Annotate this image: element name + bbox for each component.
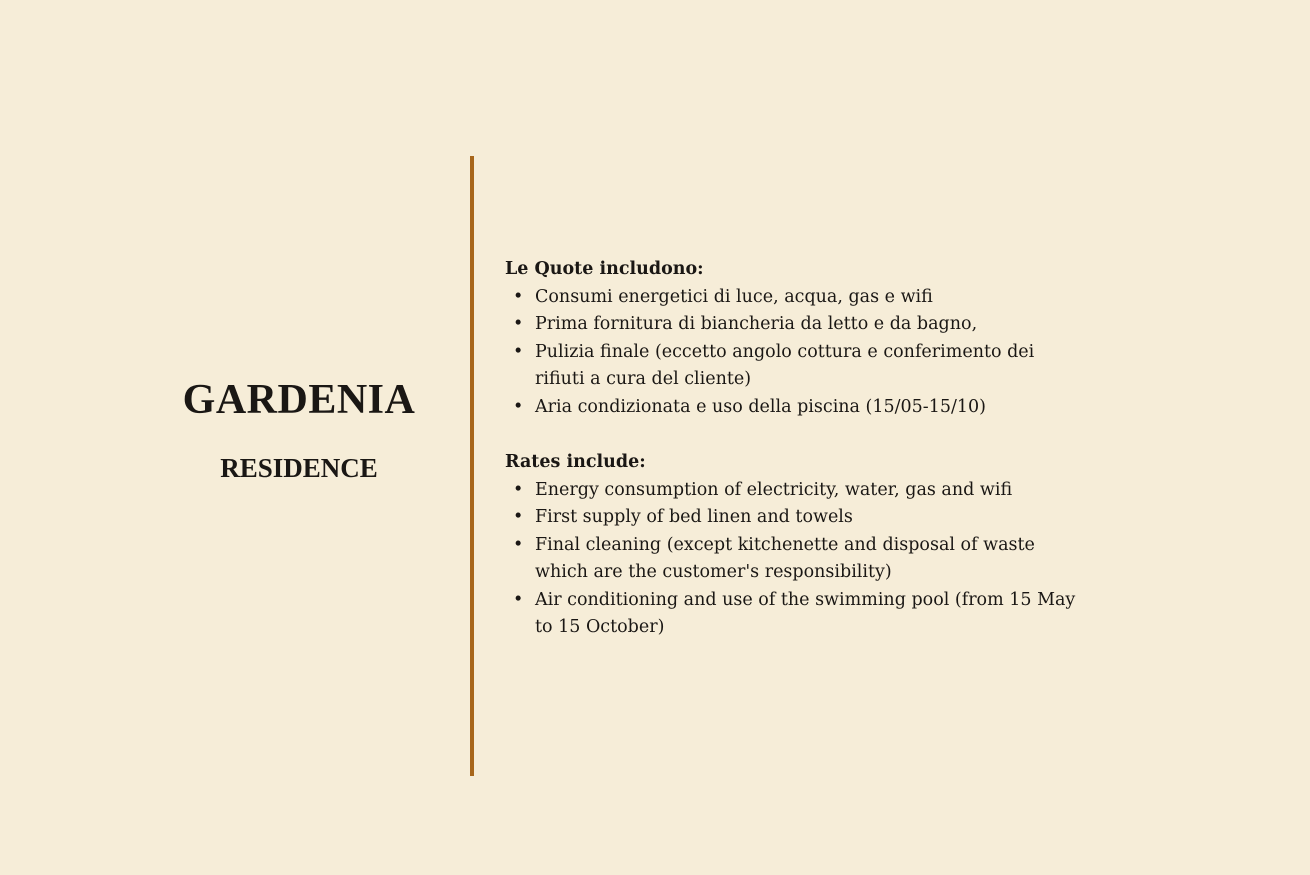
- list-item: [505, 311, 1085, 339]
- english-heading: Rates include:: [505, 452, 646, 472]
- italian-heading: Le Quote includono:: [505, 259, 704, 279]
- bullet-icon: •: [513, 534, 524, 555]
- brand-block: [150, 376, 448, 484]
- list-item: [505, 532, 1085, 587]
- bullet-icon: •: [513, 286, 524, 307]
- list-item: [505, 394, 1085, 422]
- bullet-icon: •: [513, 507, 524, 527]
- vertical-divider: [470, 156, 474, 776]
- bullet-icon: •: [513, 589, 524, 610]
- list-item-text: Energy consumption of electricity, water, gas and wifi: [535, 479, 1013, 500]
- bullet-icon: •: [513, 396, 524, 417]
- list-item-text: Final cleaning (except kitchenette and disposal of waste which are the customer's responsibility): [535, 534, 1035, 582]
- list-item: [505, 339, 1085, 394]
- list-item-text: Prima fornitura di biancheria da letto e da bagno,: [535, 314, 978, 334]
- brand-title: GARDENIA: [182, 377, 416, 423]
- list-item-text: First supply of bed linen and towels: [535, 507, 853, 527]
- list-item-text: Consumi energetici di luce, acqua, gas e wifi: [535, 286, 933, 307]
- italian-list: [505, 284, 1085, 422]
- bullet-icon: •: [513, 479, 524, 500]
- list-item: [505, 477, 1085, 505]
- list-item-text: Aria condizionata e uso della piscina (15/05-15/10): [535, 396, 986, 417]
- section-spacer: [505, 421, 1085, 449]
- list-item-text: Pulizia finale (eccetto angolo cottura e conferimento dei rifiuti a cura del cliente): [535, 341, 1035, 389]
- bullet-icon: •: [513, 341, 524, 362]
- list-item-text: Air conditioning and use of the swimming pool (from 15 May to 15 October): [535, 589, 1076, 637]
- rates-content: [505, 256, 1085, 642]
- list-item: [505, 284, 1085, 312]
- english-list: [505, 477, 1085, 642]
- list-item: [505, 587, 1085, 642]
- bullet-icon: •: [513, 314, 524, 334]
- brand-subtitle: RESIDENCE: [220, 453, 378, 483]
- list-item: [505, 504, 1085, 532]
